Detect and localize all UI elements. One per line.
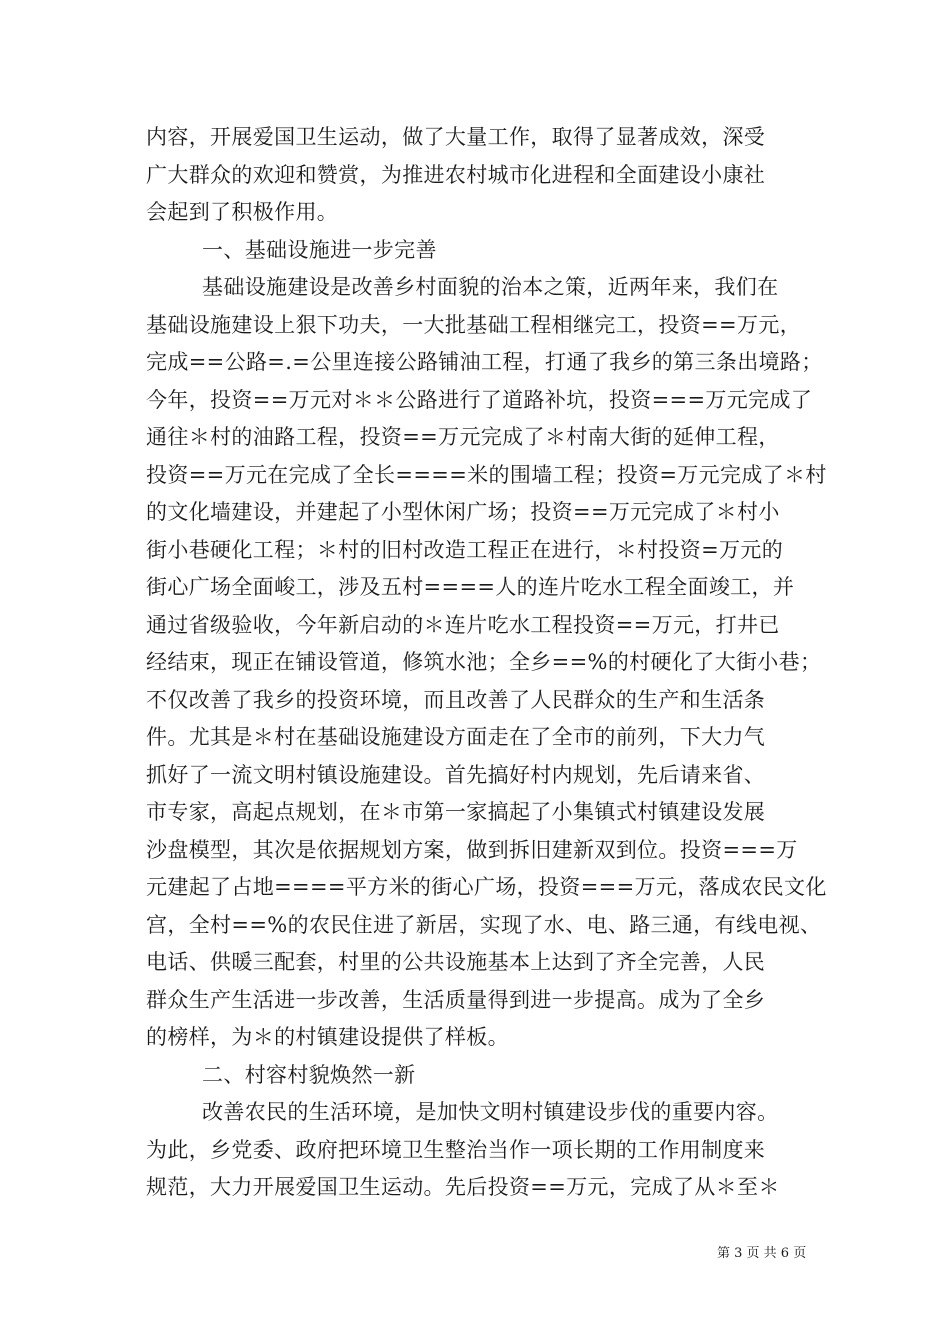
text-line: 市专家，高起点规划，在＊市第一家搞起了小集镇式村镇建设发展: [146, 800, 766, 824]
text-line: 今年，投资==万元对＊＊公路进行了道路补坑，投资===万元完成了: [146, 387, 813, 412]
text-line: 件。尤其是＊村在基础设施建设方面走在了全市的前列，下大力气: [146, 725, 766, 749]
text-line: 的榜样，为＊的村镇建设提供了样板。: [146, 1025, 509, 1049]
text-line: 为此，乡党委、政府把环境卫生整治当作一项长期的工作用制度来: [146, 1137, 766, 1162]
text-line: 改善农民的生活环境，是加快文明村镇建设步伐的重要内容。: [202, 1100, 779, 1124]
text-line: 通过省级验收，今年新启动的＊连片吃水工程投资==万元，打井已: [146, 612, 780, 637]
document-body: [146, 119, 827, 1207]
text-line: 宫，全村==%的农民住进了新居，实现了水、电、路三通，有线电视、: [146, 912, 822, 937]
text-line: 抓好了一流文明村镇设施建设。首先搞好村内规划，先后请来省、: [146, 762, 766, 787]
page-number: 第 3 页 共 6 页: [717, 1246, 807, 1261]
section-heading: 一、基础设施进一步完善: [202, 237, 437, 262]
text-line: 的文化墙建设，并建起了小型休闲广场；投资==万元完成了＊村小: [146, 500, 780, 524]
text-line: 投资==万元在完成了全长====米的围墙工程；投资=万元完成了＊村: [146, 462, 827, 487]
text-line: 街小巷硬化工程；＊村的旧村改造工程正在进行，＊村投资=万元的: [146, 537, 784, 562]
paragraph: [146, 119, 811, 232]
paragraph: [146, 269, 827, 1057]
text-line: 群众生产生活进一步改善，生活质量得到进一步提高。成为了全乡: [146, 987, 766, 1012]
text-line: 不仅改善了我乡的投资环境，而且改善了人民群众的生产和生活条: [146, 687, 766, 712]
text-line: 规范，大力开展爱国卫生运动。先后投资==万元，完成了从＊至＊: [146, 1175, 780, 1199]
text-line: 经结束，现正在铺设管道，修筑水池；全乡==%的村硬化了大街小巷；: [146, 650, 822, 674]
text-line: 沙盘模型，其次是依据规划方案，做到拆旧建新双到位。投资===万: [146, 837, 798, 862]
text-line: 通往＊村的油路工程，投资==万元完成了＊村南大街的延伸工程，: [146, 425, 780, 449]
text-line: 元建起了占地====平方米的街心广场，投资===万元，落成农民文化: [146, 875, 827, 899]
text-line: 基础设施建设是改善乡村面貌的治本之策，近两年来，我们在: [202, 275, 779, 299]
text-line: 完成==公路=.=公里连接公路铺油工程，打通了我乡的第三条出境路；: [146, 350, 823, 374]
text-line: 基础设施建设上狠下功夫，一大批基础工程相继完工，投资==万元，: [146, 312, 802, 337]
text-line: 内容，开展爱国卫生运动，做了大量工作，取得了显著成效，深受: [146, 125, 766, 149]
text-line: 街心广场全面峻工，涉及五村====人的连片吃水工程全面竣工，并: [146, 575, 795, 599]
text-line: 会起到了积极作用。: [146, 200, 339, 224]
section-heading: 二、村容村貌焕然一新: [202, 1062, 416, 1087]
text-line: 广大群众的欢迎和赞赏，为推进农村城市化进程和全面建设小康社: [146, 162, 766, 187]
text-line: 电话、供暖三配套，村里的公共设施基本上达到了齐全完善，人民: [146, 950, 766, 974]
paragraph: [146, 1094, 811, 1207]
